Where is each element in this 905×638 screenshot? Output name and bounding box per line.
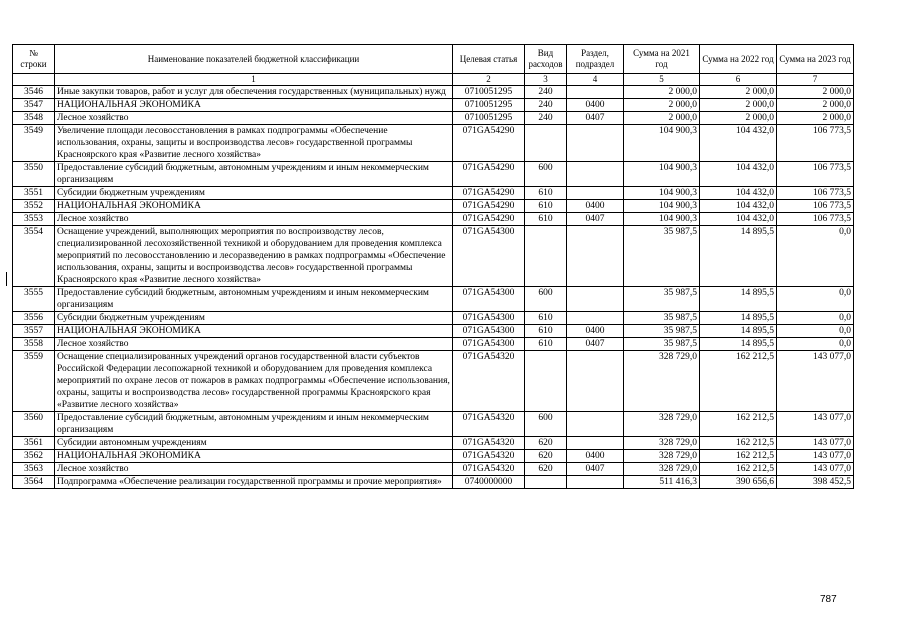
table-body [13,86,854,489]
row-number-cell: 3549 [13,125,55,162]
sum-2023-cell: 143 077,0 [777,437,854,450]
indicator-name-cell: НАЦИОНАЛЬНАЯ ЭКОНОМИКА [55,325,453,338]
expense-type-cell: 240 [525,99,567,112]
row-number-cell: 3559 [13,351,55,412]
target-article-cell: 071GA54300 [453,287,525,312]
section-cell: 0400 [567,450,624,463]
row-number-cell: 3550 [13,162,55,187]
table-row [13,213,854,226]
sum-2022-cell: 104 432,0 [700,200,777,213]
target-article-cell: 071GA54290 [453,200,525,213]
expense-type-cell [525,476,567,489]
sum-2022-cell: 104 432,0 [700,125,777,162]
sum-2021-cell: 104 900,3 [624,162,700,187]
sum-2022-cell: 162 212,5 [700,450,777,463]
target-article-cell: 071GA54300 [453,325,525,338]
target-article-cell: 0710051295 [453,99,525,112]
header-sum-2022: Сумма на 2022 год [700,45,777,74]
header-target-article: Целевая статья [453,45,525,74]
row-number-cell: 3563 [13,463,55,476]
table-row [13,125,854,162]
section-cell [567,226,624,287]
sum-2023-cell: 2 000,0 [777,99,854,112]
section-cell: 0407 [567,338,624,351]
sum-2021-cell: 35 987,5 [624,226,700,287]
sum-2022-cell: 14 895,5 [700,338,777,351]
sum-2023-cell: 0,0 [777,226,854,287]
expense-type-cell: 620 [525,437,567,450]
sum-2022-cell: 14 895,5 [700,312,777,325]
sum-2023-cell: 0,0 [777,338,854,351]
column-index: 1 [55,74,453,86]
header-row [13,45,854,74]
indicator-name-cell: Лесное хозяйство [55,112,453,125]
table-row [13,312,854,325]
row-number-cell: 3554 [13,226,55,287]
indicator-name-cell: Лесное хозяйство [55,338,453,351]
sum-2023-cell: 106 773,5 [777,213,854,226]
row-number-cell: 3547 [13,99,55,112]
target-article-cell: 071GA54300 [453,226,525,287]
sum-2022-cell: 14 895,5 [700,325,777,338]
expense-type-cell: 610 [525,325,567,338]
section-cell [567,187,624,200]
column-index-row [13,74,854,86]
expense-type-cell: 610 [525,338,567,351]
section-cell: 0400 [567,200,624,213]
column-index: 5 [624,74,700,86]
expense-type-cell: 240 [525,86,567,99]
section-cell [567,125,624,162]
table-row [13,226,854,287]
sum-2022-cell: 162 212,5 [700,351,777,412]
indicator-name-cell: Лесное хозяйство [55,213,453,226]
table-row [13,476,854,489]
header-section: Раздел, подраздел [567,45,624,74]
expense-type-cell [525,125,567,162]
sum-2022-cell: 104 432,0 [700,213,777,226]
target-article-cell: 071GA54290 [453,125,525,162]
sum-2023-cell: 143 077,0 [777,450,854,463]
section-cell: 0400 [567,325,624,338]
margin-mark [6,272,7,286]
section-cell: 0407 [567,463,624,476]
target-article-cell: 071GA54320 [453,412,525,437]
row-number-cell: 3561 [13,437,55,450]
target-article-cell: 0740000000 [453,476,525,489]
expense-type-cell: 610 [525,187,567,200]
target-article-cell: 071GA54300 [453,338,525,351]
section-cell: 0407 [567,213,624,226]
indicator-name-cell: Субсидии бюджетным учреждениям [55,312,453,325]
section-cell [567,312,624,325]
target-article-cell: 0710051295 [453,112,525,125]
column-index: 2 [453,74,525,86]
sum-2023-cell: 143 077,0 [777,351,854,412]
table-row [13,463,854,476]
target-article-cell: 071GA54320 [453,450,525,463]
target-article-cell: 0710051295 [453,86,525,99]
indicator-name-cell: Лесное хозяйство [55,463,453,476]
sum-2022-cell: 390 656,6 [700,476,777,489]
expense-type-cell: 620 [525,463,567,476]
sum-2023-cell: 106 773,5 [777,125,854,162]
section-cell [567,351,624,412]
section-cell: 0407 [567,112,624,125]
sum-2021-cell: 35 987,5 [624,338,700,351]
table-row [13,86,854,99]
row-number-cell: 3553 [13,213,55,226]
page-number: 787 [820,594,837,605]
expense-type-cell [525,226,567,287]
table-row [13,412,854,437]
row-number-cell: 3546 [13,86,55,99]
target-article-cell: 071GA54320 [453,437,525,450]
table-row [13,287,854,312]
sum-2021-cell: 104 900,3 [624,213,700,226]
indicator-name-cell: Предоставление субсидий бюджетным, автономным учреждениям и иным некоммерческим организациям [55,162,453,187]
sum-2023-cell: 0,0 [777,325,854,338]
section-cell [567,412,624,437]
sum-2022-cell: 2 000,0 [700,112,777,125]
sum-2021-cell: 2 000,0 [624,86,700,99]
table-row [13,187,854,200]
sum-2022-cell: 104 432,0 [700,187,777,200]
sum-2023-cell: 2 000,0 [777,86,854,99]
column-index: 3 [525,74,567,86]
sum-2022-cell: 2 000,0 [700,99,777,112]
sum-2022-cell: 162 212,5 [700,437,777,450]
indicator-name-cell: Предоставление субсидий бюджетным, автономным учреждениям и иным некоммерческим организациям [55,412,453,437]
sum-2022-cell: 162 212,5 [700,412,777,437]
indicator-name-cell: Субсидии автономным учреждениям [55,437,453,450]
indicator-name-cell: НАЦИОНАЛЬНАЯ ЭКОНОМИКА [55,450,453,463]
expense-type-cell: 610 [525,213,567,226]
sum-2023-cell: 398 452,5 [777,476,854,489]
sum-2021-cell: 328 729,0 [624,437,700,450]
sum-2023-cell: 143 077,0 [777,463,854,476]
row-number-cell: 3557 [13,325,55,338]
sum-2021-cell: 2 000,0 [624,99,700,112]
sum-2023-cell: 0,0 [777,312,854,325]
section-cell [567,287,624,312]
budget-table [12,44,854,489]
indicator-name-cell: Увеличение площади лесовосстановления в рамках подпрограммы «Обеспечение использования, охраны, защиты и воспроизводства лесов» государственной программы Красноярского края «Развитие лесного хозяйства» [55,125,453,162]
table-row [13,200,854,213]
target-article-cell: 071GA54320 [453,463,525,476]
sum-2023-cell: 106 773,5 [777,200,854,213]
column-index: 4 [567,74,624,86]
row-number-cell: 3564 [13,476,55,489]
column-index-empty [13,74,55,86]
row-number-cell: 3562 [13,450,55,463]
table-row [13,112,854,125]
sum-2023-cell: 143 077,0 [777,412,854,437]
sum-2022-cell: 14 895,5 [700,287,777,312]
row-number-cell: 3552 [13,200,55,213]
expense-type-cell: 620 [525,450,567,463]
sum-2021-cell: 328 729,0 [624,450,700,463]
section-cell [567,476,624,489]
indicator-name-cell: НАЦИОНАЛЬНАЯ ЭКОНОМИКА [55,99,453,112]
sum-2023-cell: 106 773,5 [777,162,854,187]
indicator-name-cell: Субсидии бюджетным учреждениям [55,187,453,200]
table-row [13,338,854,351]
indicator-name-cell: Оснащение учреждений, выполняющих мероприятия по воспроизводству лесов, специализированной лесохозяйственной техникой и оборудованием для проведения комплекса мероприятий по лесовосстановлению и лесоразведению в рамках подпрограммы «Обеспечение использования, охраны, защиты и воспроизводства лесов» государственной программы Красноярского края «Развитие лесного хозяйства» [55,226,453,287]
indicator-name-cell: Оснащение специализированных учреждений органов государственной власти субъектов Российской Федерации лесопожарной техникой и оборудованием для проведения комплекса мероприятий по охране лесов от пожаров в рамках подпрограммы «Обеспечение использования, охраны, защиты и воспроизводства лесов» государственной программы Красноярского края «Развитие лесного хозяйства» [55,351,453,412]
header-expense-type: Вид расходов [525,45,567,74]
expense-type-cell: 240 [525,112,567,125]
sum-2021-cell: 2 000,0 [624,112,700,125]
expense-type-cell: 600 [525,412,567,437]
column-index: 6 [700,74,777,86]
header-sum-2023: Сумма на 2023 год [777,45,854,74]
sum-2021-cell: 328 729,0 [624,412,700,437]
sum-2022-cell: 104 432,0 [700,162,777,187]
indicator-name-cell: Иные закупки товаров, работ и услуг для обеспечения государственных (муниципальных) нужд [55,86,453,99]
indicator-name-cell: Подпрограмма «Обеспечение реализации государственной программы и прочие мероприятия» [55,476,453,489]
sum-2023-cell: 106 773,5 [777,187,854,200]
section-cell [567,162,624,187]
table-row [13,99,854,112]
indicator-name-cell: Предоставление субсидий бюджетным, автономным учреждениям и иным некоммерческим организациям [55,287,453,312]
target-article-cell: 071GA54320 [453,351,525,412]
header-row-number: № строки [13,45,55,74]
expense-type-cell: 600 [525,287,567,312]
section-cell [567,437,624,450]
target-article-cell: 071GA54290 [453,162,525,187]
expense-type-cell: 600 [525,162,567,187]
sum-2021-cell: 328 729,0 [624,351,700,412]
column-index: 7 [777,74,854,86]
header-indicator-name: Наименование показателей бюджетной классификации [55,45,453,74]
section-cell [567,86,624,99]
row-number-cell: 3551 [13,187,55,200]
row-number-cell: 3548 [13,112,55,125]
row-number-cell: 3560 [13,412,55,437]
sum-2021-cell: 328 729,0 [624,463,700,476]
target-article-cell: 071GA54290 [453,187,525,200]
sum-2021-cell: 104 900,3 [624,187,700,200]
table-row [13,162,854,187]
table-row [13,325,854,338]
sum-2023-cell: 2 000,0 [777,112,854,125]
table-row [13,450,854,463]
sum-2022-cell: 162 212,5 [700,463,777,476]
sum-2022-cell: 2 000,0 [700,86,777,99]
table-row [13,437,854,450]
table-row [13,351,854,412]
sum-2021-cell: 35 987,5 [624,312,700,325]
expense-type-cell [525,351,567,412]
header-sum-2021: Сумма на 2021 год [624,45,700,74]
sum-2021-cell: 104 900,3 [624,200,700,213]
target-article-cell: 071GA54290 [453,213,525,226]
row-number-cell: 3556 [13,312,55,325]
row-number-cell: 3555 [13,287,55,312]
section-cell: 0400 [567,99,624,112]
expense-type-cell: 610 [525,200,567,213]
target-article-cell: 071GA54300 [453,312,525,325]
sum-2022-cell: 14 895,5 [700,226,777,287]
sum-2021-cell: 104 900,3 [624,125,700,162]
sum-2021-cell: 35 987,5 [624,325,700,338]
row-number-cell: 3558 [13,338,55,351]
sum-2023-cell: 0,0 [777,287,854,312]
indicator-name-cell: НАЦИОНАЛЬНАЯ ЭКОНОМИКА [55,200,453,213]
sum-2021-cell: 511 416,3 [624,476,700,489]
sum-2021-cell: 35 987,5 [624,287,700,312]
expense-type-cell: 610 [525,312,567,325]
